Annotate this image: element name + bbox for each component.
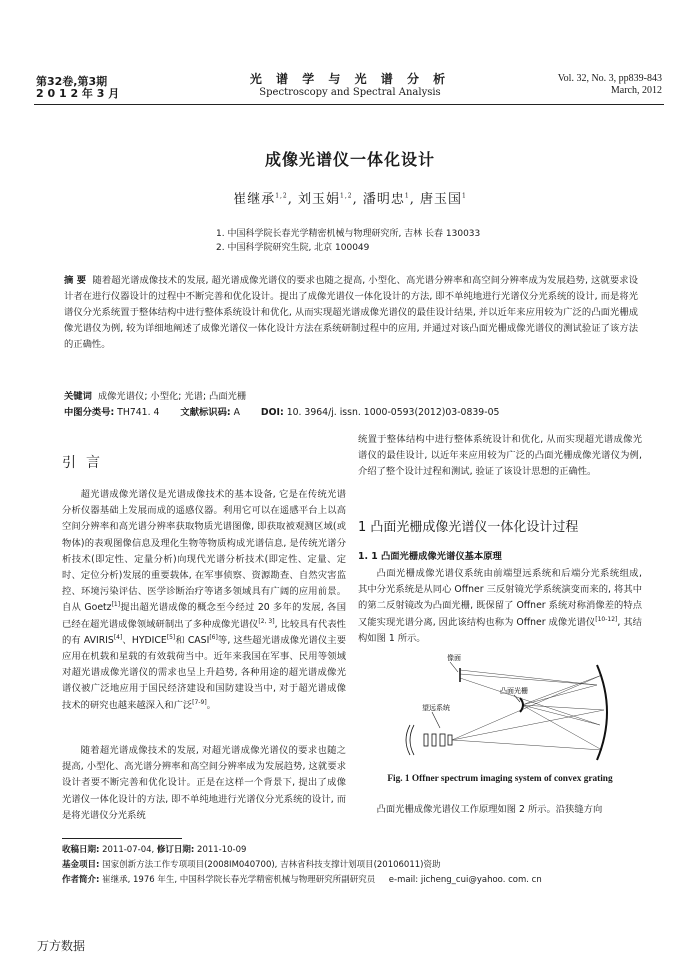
- convex-grating: [520, 698, 523, 712]
- date-en: March, 2012: [610, 85, 662, 96]
- intro-paragraph-2: [62, 743, 346, 824]
- intro-text: 和 CASI: [175, 634, 210, 646]
- author-name: 潘明忠: [362, 192, 405, 207]
- leader-line: [432, 712, 440, 728]
- wanfang-watermark: 万方数据: [37, 939, 86, 953]
- right-col-paragraph-1: [358, 432, 642, 481]
- author-affil-mark: 1,2: [340, 192, 353, 200]
- fig-label-image-plane: 像面: [447, 654, 461, 662]
- abstract: [64, 273, 638, 353]
- keywords-label: 关键词: [64, 391, 92, 402]
- right-col-paragraph-2: [358, 566, 642, 647]
- revised-label: 修订日期:: [156, 845, 195, 855]
- doi-label: DOI:: [260, 407, 284, 418]
- figure-1-caption: Fig. 1 Offner spectrum imaging system of convex grating: [387, 774, 613, 784]
- body-text: , 其结构如图 1 所示。: [358, 616, 642, 644]
- received-label: 收稿日期:: [62, 845, 100, 855]
- intro-text: 随着超光谱成像技术的发展, 对超光谱成像光谱仪的要求也随之提高, 小型化、高光谱分辨率和高空间分辨率成为发展趋势, 这就要求设计者要不断完善和优化设计。正是在这样一个背景下, 提出了成像光谱仪一体化设计的方法, 即不单纯地进行光谱仪分光系统的设计, 而是将光谱仪分光系统: [62, 745, 346, 821]
- intro-text: 等, 这些超光谱成像光谱仪主要应用在机载和星载的有效载荷当中。近年来我国在军事、民用等领域对超光谱成像光谱仪的需求也呈上升趋势, 各种用途的超光谱成像光谱仪被广泛地应用于国民经济建设和国防建设当中, 对于超光谱成像技术的研究也越来越深入和广泛: [62, 634, 347, 711]
- revised-date: 2011-10-09: [197, 845, 247, 855]
- citation: [7-9]: [192, 698, 207, 706]
- author-bio: 崔继承, 1976 年生, 中国科学院长春光学精密机械与物理研究所副研究员: [102, 875, 376, 885]
- classification-line: [64, 404, 499, 418]
- doc-code-label: 文献标识码:: [180, 407, 231, 418]
- footnotes: [62, 843, 542, 888]
- author-affil-mark: 1: [404, 192, 410, 200]
- affiliation-1: 1. 中国科学院长春光学精密机械与物理研究所, 吉林 长春 130033: [216, 229, 481, 239]
- footnote-author: [62, 873, 542, 888]
- affiliations: [216, 227, 480, 255]
- doi-value: 10. 3964/j. issn. 1000-0593(2012)03-0839-05: [286, 407, 500, 418]
- journal-citation: [558, 73, 662, 97]
- ray-bundle: [452, 670, 604, 750]
- author-list: 崔继承$^{1,2}$, 刘玉娟$^{1,2}$, 潘明忠$^1$, 唐玉国$^1$: [233, 192, 467, 207]
- fig-label-grating: 凸面光栅: [500, 687, 528, 695]
- intro-text: 超光谱成像光谱仪是光谱成像技术的基本设备, 它是在传统光谱分析仪器基础上发展而成的遥感仪器。利用它可以在遥感平台上以高空间分辨率和高光谱分辨率获取物质光谱图像, 即获取被观测区域(或物体)的表观图像信息及理化生物等物质构成光谱信息, 是传统光谱分析技术(即定性、定量分析)向现代光谱分析技术(即定性、定量、定时、定位分析)发展的重要载体, 在军事侦察、资源勘查、自然灾害监控、环境污染评估、医学诊断治疗等诸多领域具有广阔的应用前景。自从 Goetz: [62, 489, 346, 614]
- footnote-divider: [62, 838, 182, 839]
- keywords-text: 成像光谱仪; 小型化; 光谱; 凸面光栅: [97, 391, 247, 402]
- subsection-1-1-heading: 1. 1 凸面光栅成像光谱仪基本原理: [358, 551, 502, 562]
- telescope-lenses: [406, 725, 452, 755]
- citation: [6]: [209, 633, 218, 641]
- body-text: 统置于整体结构中进行整体系统设计和优化, 从而实现超光谱成像光谱仪的最佳设计, 以近年来应用较为广泛的凸面光栅成像光谱仪为例, 介绍了整个设计过程和测试, 验证了该设计思想的正确性。: [358, 434, 642, 478]
- leader-line: [450, 662, 458, 672]
- footnote-fund: [62, 858, 542, 873]
- clc-label: 中图分类号:: [64, 407, 115, 418]
- citation: [10-12]: [595, 615, 618, 623]
- fund-text: 国家创新方法工作专项项目(2008IM040700), 吉林省科技支撑计划项目(20106011)资助: [102, 860, 441, 870]
- intro-text: 。: [206, 699, 216, 711]
- header-divider: [34, 104, 664, 105]
- citation: [4]: [113, 633, 123, 641]
- footnote-dates: [62, 843, 542, 858]
- intro-text: 、HYDICE: [122, 634, 167, 646]
- author-affil-mark: 1,2: [275, 192, 288, 200]
- volume-en: Vol. 32, No. 3, pp839-843: [557, 73, 662, 84]
- fig-label-telescope: 望远系统: [422, 704, 450, 712]
- keywords: [64, 388, 246, 402]
- doc-code-value: A: [233, 407, 240, 418]
- figure-1-diagram: [392, 650, 622, 765]
- author-affil-mark: 1: [461, 192, 467, 200]
- body-text: 凸面光栅成像光谱仪系统由前端望远系统和后端分光系统组成, 其中分光系统是从同心 Offner 三反射镜光学系统演变而来的, 将其中的第二反射镜改为凸面光栅, 既保留了 Offner 系统对称消像差的特点又能实现光谱分离, 因此该结构也称为 Offner 成像光谱仪: [358, 568, 642, 628]
- journal-name: [200, 72, 500, 100]
- author-bio-label: 作者简介:: [62, 875, 100, 885]
- paper-title: 成像光谱仪一体化设计: [264, 150, 435, 169]
- intro-paragraph-1: [62, 487, 346, 714]
- citation: [1]: [111, 601, 121, 609]
- author-name: 崔继承: [233, 192, 276, 207]
- journal-name-en: Spectroscopy and Spectral Analysis: [259, 87, 441, 98]
- intro-text: 提出超光谱成像的概念至今经过 20 多年的发展, 各国已经在超光谱成像领域研制出了多种成像光谱仪: [62, 602, 347, 630]
- citation: [2, 3]: [258, 617, 275, 625]
- volume-cn: 第32卷,第3期: [36, 75, 108, 88]
- clc-value: TH741. 4: [117, 407, 160, 418]
- concave-mirror: [597, 665, 607, 760]
- body-text: 凸面光栅成像光谱仪工作原理如图 2 所示。沿狭缝方向: [376, 804, 603, 815]
- intro-text: , 比较具有代表性的有 AVIRIS: [62, 618, 346, 646]
- citation: [5]: [166, 633, 176, 641]
- affiliation-2: 2. 中国科学院研究生院, 北京 100049: [216, 243, 370, 253]
- date-cn: 2 0 1 2 年 3 月: [36, 87, 120, 100]
- abstract-text: 随着超光谱成像技术的发展, 超光谱成像光谱仪的要求也随之提高, 小型化、高光谱分辨率和高空间分辨率成为发展趋势, 这就要求设计者在进行仪器设计的过程中不断完善和优化设计。提出了成像光谱仪一体化设计的方法, 即不单纯地进行光谱仪分光系统的设计, 而是将光谱仪分光系统置于整体结构中进行整体系统设计和优化, 从而实现超光谱成像光谱仪的最佳设计结果, 并以近年来应用较为广泛的凸面光栅成像光谱仪为例, 较为详细地阐述了成像光谱仪一体化设计方法在系统研制过程中的应用, 并通过对该凸面光栅成像光谱仪的测试验证了该方法的正确性。: [64, 275, 638, 350]
- fund-label: 基金项目:: [62, 860, 100, 870]
- section-1-heading: 1 凸面光栅成像光谱仪一体化设计过程: [358, 520, 579, 535]
- intro-heading: 引言: [62, 455, 110, 471]
- received-date: 2011-07-04,: [102, 845, 155, 855]
- author-name: 唐玉国: [419, 192, 462, 207]
- right-col-paragraph-3: [358, 802, 642, 818]
- journal-volume-info: [36, 76, 119, 100]
- author-name: 刘玉娟: [298, 192, 341, 207]
- abstract-label: 摘 要: [64, 275, 87, 286]
- journal-name-cn: 光 谱 学 与 光 谱 分 析: [249, 72, 451, 86]
- author-email: e-mail: jicheng_cui@yahoo. com. cn: [388, 875, 542, 885]
- leader-line: [514, 695, 520, 702]
